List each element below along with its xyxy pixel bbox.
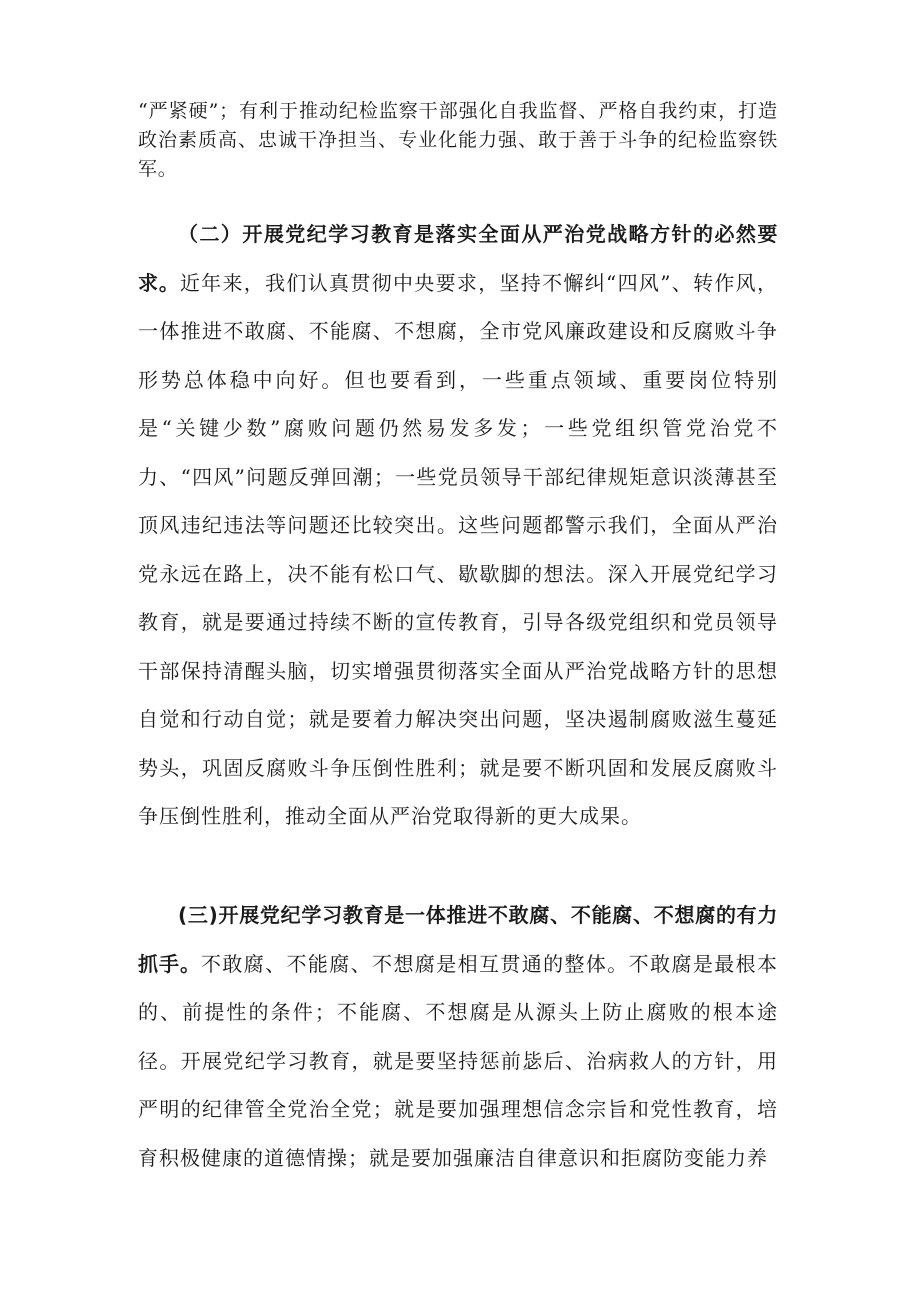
section-2-body: 近年来，我们认真贯彻中央要求，坚持不懈纠“四风”、转作风，一体推进不敢腐、不能腐、不想腐，全市党风廉政建设和反腐败斗争形势总体稳中向好。但也要看到，一些重点领域、重要岗位特别是“关键少数”腐败问题仍然易发多发；一些党组织管党治党不力、“四风”问题反弹回潮；一些党员领导干部纪律规矩意识淡薄甚至顶风违纪违法等问题还比较突出。这些问题都警示我们，全面从严治党永远在路上，决不能有松口气、歇歇脚的想法。深入开展党纪学习教育，就是要通过持续不断的宣传教育，引导各级党组织和党员领导干部保持清醒头脑，切实增强贯彻落实全面从严治党战略方针的思想自觉和行动自觉；就是要着力解决突出问题，坚决遏制腐败滋生蔓延势头，巩固反腐败斗争压倒性胜利；就是要不断巩固和发展反腐败斗争压倒性胜利，推动全面从严治党取得新的更大成果。 [138, 270, 778, 828]
section-3-body: 不敢腐、不能腐、不想腐是相互贯通的整体。不敢腐是最根本的、前提性的条件；不能腐、不想腐是从源头上防止腐败的根本途径。开展党纪学习教育，就是要坚持惩前毖后、治病救人的方针，用严明的纪律管全党治全党；就是要加强理想信念宗旨和党性教育，培育积极健康的道德情操；就是要加强廉洁自律意识和拒腐防变能力养 [138, 951, 778, 1170]
section-3-paragraph [138, 891, 778, 1182]
section-2-heading: （二）开展党纪学习教育是落实全面从严治党战略方针的必然要求。 [138, 222, 778, 295]
intro-paragraph: “严紧硬”；有利于推动纪检监察干部强化自我监督、严格自我约束，打造政治素质高、忠诚干净担当、专业化能力强、敢于善于斗争的纪检监察铁军。 [138, 100, 778, 180]
section-3-heading: (三)开展党纪学习教育是一体推进不敢腐、不能腐、不想腐的有力抓手。 [138, 903, 778, 976]
section-2-paragraph [138, 210, 778, 841]
